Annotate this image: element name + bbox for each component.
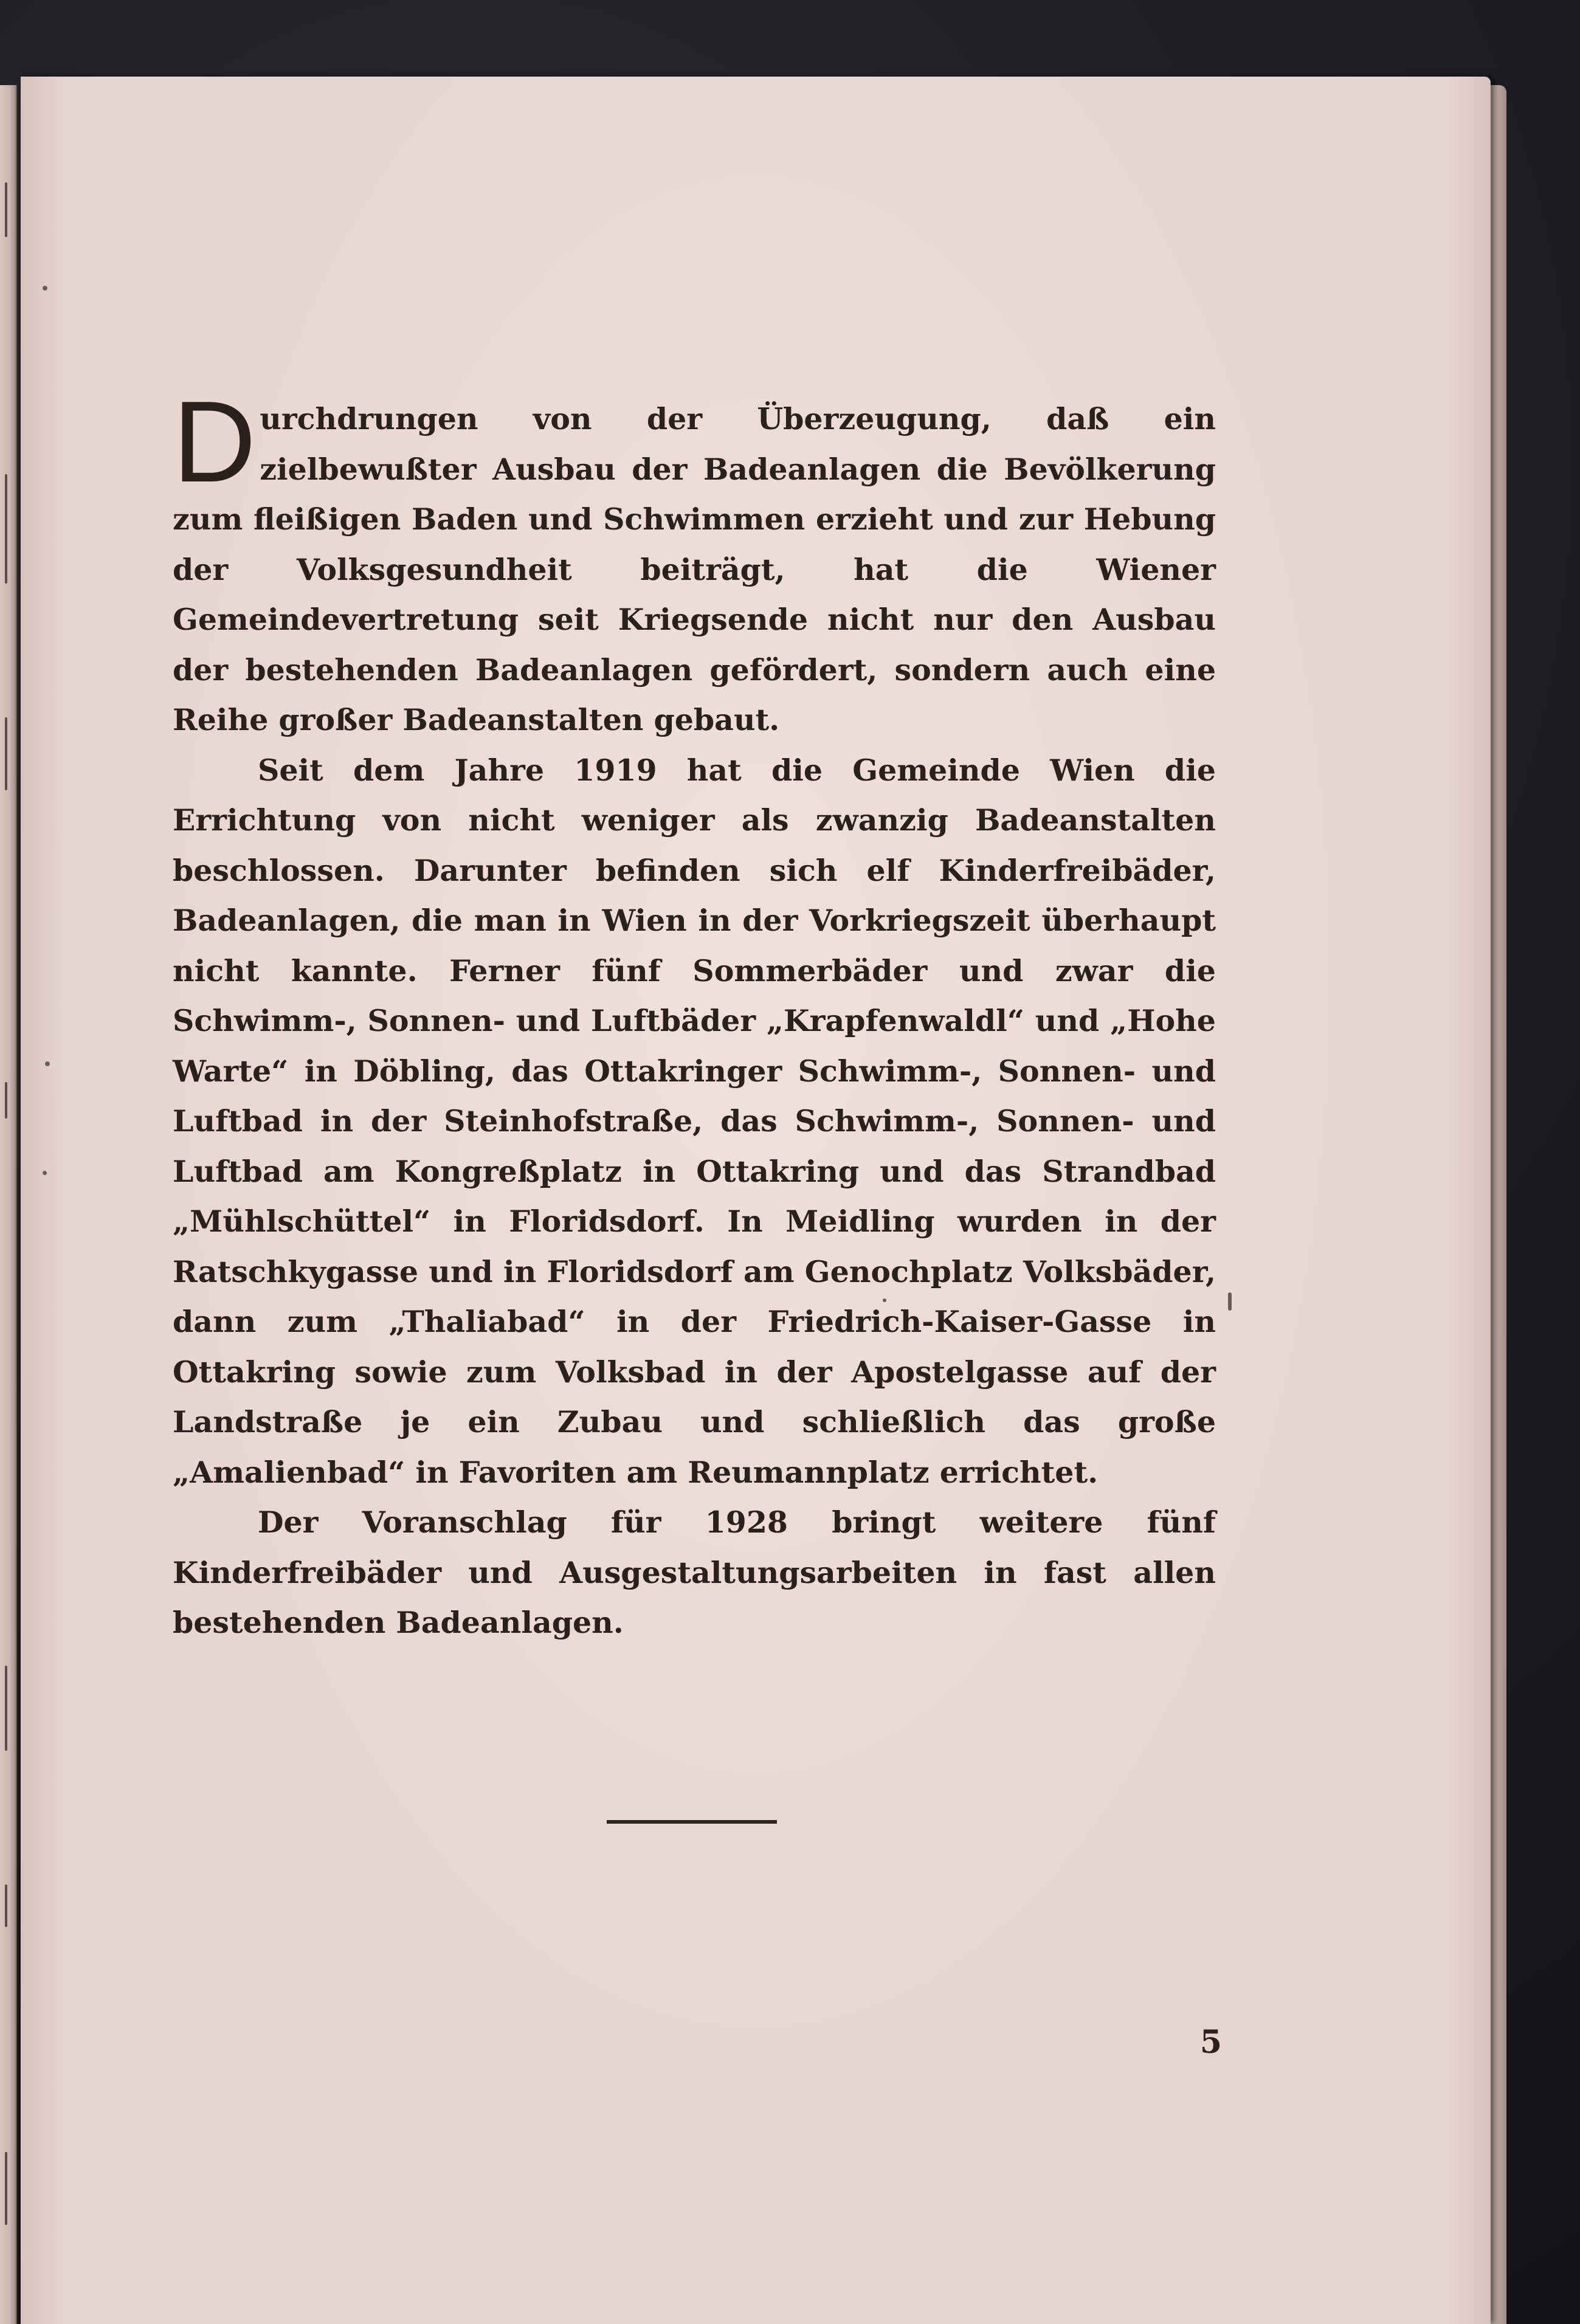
edge-mark [5, 1082, 7, 1119]
paper-speck [43, 286, 47, 291]
paragraph-3: Der Voranschlag für 1928 bringt weitere fünf Kinderfreibäder und Ausgestaltungsarbeiten in fast allen bestehenden Badeanlagen. [173, 1505, 1216, 1640]
section-divider-rule [607, 1820, 777, 1824]
page-right-edge [1491, 85, 1506, 2324]
edge-mark [5, 1666, 7, 1751]
drop-cap-letter: D [173, 378, 257, 506]
page-number: 5 [1199, 2024, 1222, 2061]
edge-mark [5, 474, 7, 584]
edge-mark [5, 717, 7, 790]
edge-mark [5, 1884, 7, 1927]
paragraph-2: Seit dem Jahre 1919 hat die Gemeinde Wien die Errichtung von nicht weniger als zwanzig Badeanstalten beschlossen. Darunter befinden sich elf Kinderfreibäder, Badeanlagen, die man in Wien in der Vorkriegszeit überhaupt nicht kannte. Ferner fünf Sommerbäder und zwar die Schwimm-, Sonnen- und Luftbäder „Krapfenwaldl“ und „Hohe Warte“ in Döbling, das Ottakringer Schwimm-, Sonnen- und Luftbad in der Steinhofstraße, das Schwimm-, Sonnen- und Luftbad am Kongreßplatz in Ottakring und das Strandbad „Mühlschüttel“ in Floridsdorf. In Meidling wurden in der Ratschkygasse und in Floridsdorf am Genochplatz Volksbäder, dann zum „Thaliabad“ in der Friedrich-Kaiser-Gasse in Ottakring sowie zum Volksbad in der Apostelgasse auf der Landstraße je ein Zubau und schließlich das große „Amalienbad“ in Favoriten am Reumannplatz errichtet. [173, 752, 1216, 1490]
body-text [173, 378, 1216, 1648]
facing-page-edge [0, 85, 17, 2324]
edge-mark [5, 182, 7, 237]
paper-speck [1228, 1292, 1232, 1311]
paper-speck [43, 1171, 47, 1175]
edge-mark [5, 2152, 7, 2225]
paragraph-1 [173, 378, 1216, 745]
paper-speck [45, 1061, 50, 1066]
paragraph-1-text: urchdrungen von der Überzeugung, daß ein zielbewußter Ausbau der Badeanlagen die Bevölkerung zum fleißigen Baden und Schwimmen erzieht und zur Hebung der Volksgesundheit beiträgt, hat die Wiener Gemeindevertretung seit Kriegsende nicht nur den Ausbau der bestehenden Badeanlagen gefördert, sondern auch eine Reihe großer Badeanstalten gebaut. [173, 401, 1216, 737]
